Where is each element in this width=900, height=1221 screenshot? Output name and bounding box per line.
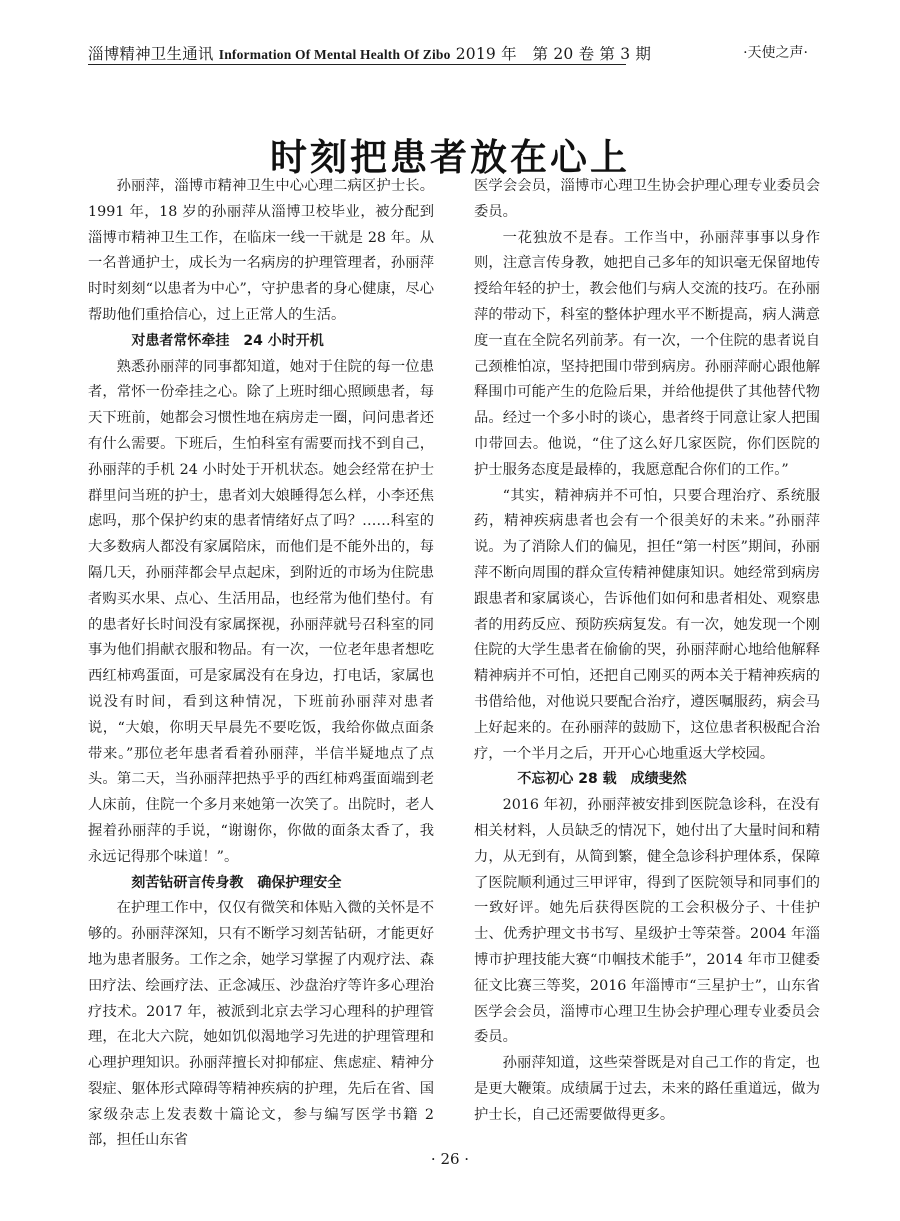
paragraph: 熟悉孙丽萍的同事都知道，她对于住院的每一位患者，常怀一份牵挂之心。除了上班时细心照顾患者，每天下班前，她都会习惯性地在病房走一圈，问问患者还有什么需要。下班后，生怕科室有需要而找不到自己，孙丽萍的手机 24 小时处于开机状态。她会经常在护士群里问当班的护士，患者刘大娘睡得怎么样，小李还焦虑吗，那个保护约束的患者情绪好点了吗？……科室的大多数病人都没有家属陪床，而他们是不能外出的，每隔几天，孙丽萍都会早点起床，到附近的市场为住院患者购买水果、点心、生活用品，也经常为他们垫付。有的患者好长时间没有家属探视，孙丽萍就号召科室的同事为他们捐献衣服和物品。有一次，一位老年患者想吃西红柿鸡蛋面，可是家属没有在身边，打电话，家属也说没有时间，看到这种情况，下班前孙丽萍对患者说，“大娘，你明天早晨先不要吃饭，我给你做点面条带来。”那位老年患者看着孙丽萍，半信半疑地点了点头。第二天，当孙丽萍把热乎乎的西红柿鸡蛋面端到老人床前，住院一个多月来她第一次笑了。出院时，老人握着孙丽萍的手说，“谢谢你，你做的面条太香了，我永远记得那个味道！”。 (88, 358, 434, 865)
header-rule (88, 64, 626, 65)
section-heading: 不忘初心 28 载 成绩斐然 (517, 771, 687, 788)
paragraph: 在护理工作中，仅仅有微笑和体贴入微的关怀是不够的。孙丽萍深知，只有不断学习刻苦钻研，才能更好地为患者服务。工作之余，她学习掌握了内观疗法、森田疗法、绘画疗法、正念减压、沙盘治疗等许多心理治疗技术。2017 年，被派到北京去学习心理科的护理管理，在北大六院，她如饥似渴地学习先进的护理管理和心理护理知识。孙丽萍擅长对抑郁症、焦虑症、精神分裂症、躯体形式障碍等精神疾病的护理，先后在省、国家级杂志上发表数十篇论文，参与编写医学书籍 2 部，担任山东省 (88, 900, 434, 1149)
section-heading: 刻苦钻研言传身教 确保护理安全 (131, 874, 342, 891)
journal-info (88, 42, 651, 64)
page-number: · 26 · (430, 1150, 470, 1168)
journal-name-cn: 淄博精神卫生通讯 (88, 45, 214, 63)
page-header (88, 36, 808, 66)
paragraph: “其实，精神病并不可怕，只要合理治疗、系统服药，精神疾病患者也会有一个很美好的未来。”孙丽萍说。为了消除人们的偏见，担任“第一村医”期间，孙丽萍不断向周围的群众宣传精神健康知识。她经常到病房跟患者和家属谈心，告诉他们如何和患者相处、观察患者的用药反应、预防疾病复发。有一次，她发现一个刚住院的大学生患者在偷偷的哭，孙丽萍耐心地给他解释精神病并不可怕，还把自己刚买的两本关于精神疾病的书借给他，对他说只要配合治疗，遵医嘱服药，病会马上好起来的。在孙丽萍的鼓励下，这位患者积极配合治疗，一个半月之后，开开心心地重返大学校园。 (474, 487, 820, 762)
right-column (474, 174, 820, 1128)
section-label: ·天使之声· (743, 45, 808, 61)
paragraph: 一花独放不是春。工作当中，孙丽萍事事以身作则，注意言传身教，她把自己多年的知识毫无保留地传授给年轻的护士，教会他们与病人交流的技巧。在孙丽萍的带动下，科室的整体护理水平不断提高，病人满意度一直在全院名列前茅。有一次，一个住院的患者说自己颈椎怕凉，坚持把围巾带到病房。孙丽萍耐心跟他解释围巾可能产生的危险后果，并给他提供了其他替代物品。经过一个多小时的谈心，患者终于同意让家人把围巾带回去。他说，“住了这么好几家医院，你们医院的护士服务态度是最棒的，我愿意配合你们的工作。” (474, 229, 820, 478)
journal-issue: 2019 年 第 20 卷 第 3 期 (455, 45, 652, 63)
paragraph: 2016 年初，孙丽萍被安排到医院急诊科，在没有相关材料，人员缺乏的情况下，她付出了大量时间和精力，从无到有，从简到繁，健全急诊科护理体系，保障了医院顺利通过三甲评审，得到了医院领导和同事们的一致好评。她先后获得医院的工会积极分子、十佳护士、优秀护理文书书写、星级护士等荣誉。2004 年淄博市护理技能大赛“巾帼技术能手”，2014 年市卫健委征文比赛三等奖，2016 年淄博市“三星护士”，山东省医学会会员，淄博市心理卫生协会护理心理专业委员会委员。 (474, 797, 820, 1046)
article-title: 时刻把患者放在心上 (270, 135, 630, 179)
section-heading: 对患者常怀牵挂 24 小时开机 (131, 332, 324, 349)
paragraph: 孙丽萍，淄博市精神卫生中心心理二病区护士长。1991 年，18 岁的孙丽萍从淄博卫校毕业，被分配到淄博市精神卫生工作，在临床一线一干就是 28 年。从一名普通护士，成长为一名病房的护理管理者，孙丽萍时时刻刻“以患者为中心”，守护患者的身心健康，尽心帮助他们重拾信心，过上正常人的生活。 (88, 178, 434, 323)
paragraph-continued: 医学会会员，淄博市心理卫生协会护理心理专业委员会委员。 (474, 178, 820, 220)
paragraph: 孙丽萍知道，这些荣誉既是对自己工作的肯定，也是更大鞭策。成绩属于过去，未来的路任重道远，做为护士长，自己还需要做得更多。 (474, 1055, 820, 1123)
left-column (88, 174, 434, 1154)
journal-name-en: Information Of Mental Health Of Zibo (218, 47, 451, 62)
